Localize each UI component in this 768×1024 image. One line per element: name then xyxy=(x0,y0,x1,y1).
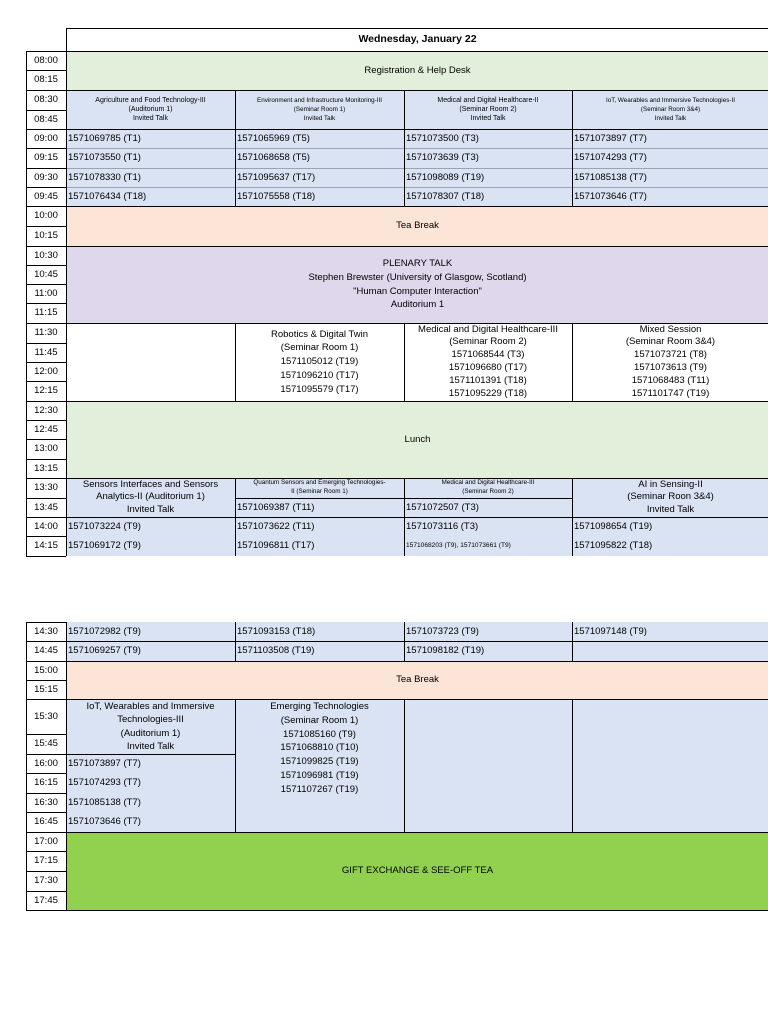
time-slot: 10:30 xyxy=(26,246,66,265)
grid-line xyxy=(26,478,768,479)
grid-line xyxy=(26,536,66,537)
session-header: Agriculture and Food Technology-III (Auditorium 1) Invited Talk xyxy=(66,90,235,129)
session-header: IoT, Wearables and Immersive Technologies-III (Auditorium 1) Invited Talk xyxy=(66,699,235,754)
paper-cell: 1571095637 (T17) xyxy=(235,168,404,187)
paper-cell: 1571076434 (T18) xyxy=(66,187,235,206)
grid-line xyxy=(404,478,405,556)
paper-cell: 1571078307 (T18) xyxy=(404,187,572,206)
paper-cell: 1571073500 (T3) xyxy=(404,129,572,148)
time-slot: 17:00 xyxy=(26,832,66,851)
grid-line xyxy=(26,661,768,662)
grid-line xyxy=(26,303,66,304)
session-block: Medical and Digital Healthcare-III (Seminar Room 2) 1571068544 (T3) 1571096680 (T17) 1571101391 (T18) 1571095229 (T18) xyxy=(404,323,572,401)
grid-line xyxy=(26,187,66,188)
time-slot: 11:30 xyxy=(26,323,66,343)
time-slot: 09:15 xyxy=(26,148,66,168)
grid-line xyxy=(26,734,66,735)
time-slot: 17:15 xyxy=(26,851,66,871)
grid-line xyxy=(26,51,768,52)
grid-line xyxy=(572,323,573,401)
time-slot: 09:30 xyxy=(26,168,66,187)
grid-line xyxy=(26,622,66,623)
paper-cell: 1571073897 (T7) xyxy=(572,129,768,148)
session-header: Medical and Digital Healthcare-III (Seminar Room 2) xyxy=(404,478,572,498)
tea-break: Tea Break xyxy=(66,206,768,246)
time-slot: 15:45 xyxy=(26,734,66,754)
time-slot: 08:15 xyxy=(26,70,66,90)
grid-line xyxy=(26,420,66,421)
paper-cell: 1571074293 (T7) xyxy=(66,773,235,793)
time-slot: 17:45 xyxy=(26,891,66,910)
paper-cell: 1571074293 (T7) xyxy=(572,148,768,168)
grid-line xyxy=(572,699,573,832)
grid-line xyxy=(26,70,66,71)
time-slot: 11:15 xyxy=(26,303,66,323)
paper-cell: 1571073723 (T9) xyxy=(404,622,572,641)
grid-line xyxy=(235,323,236,401)
grid-line xyxy=(26,891,66,892)
time-slot: 11:45 xyxy=(26,343,66,362)
paper-cell: 1571073116 (T3) xyxy=(404,517,572,536)
grid-line xyxy=(26,699,768,700)
grid-line xyxy=(26,680,66,681)
grid-line xyxy=(26,556,66,557)
session-header: AI in Sensing-II (Seminar Roon 3&4) Invited Talk xyxy=(572,478,768,517)
time-slot: 08:30 xyxy=(26,90,66,110)
paper-cell: 1571073622 (T11) xyxy=(235,517,404,536)
grid-line xyxy=(26,832,768,833)
time-slot: 10:15 xyxy=(26,226,66,246)
paper-cell: 1571069387 (T11) xyxy=(235,498,404,517)
time-slot: 11:00 xyxy=(26,284,66,303)
paper-cell: 1571073646 (T7) xyxy=(66,812,235,832)
grid-line xyxy=(26,381,66,382)
grid-line xyxy=(235,622,236,661)
time-slot: 14:45 xyxy=(26,641,66,661)
grid-line xyxy=(26,754,235,755)
grid-line xyxy=(26,362,66,363)
paper-cell: 1571095822 (T18) xyxy=(572,536,768,556)
grid-line xyxy=(66,622,67,910)
paper-cell: 1571085138 (T7) xyxy=(572,168,768,187)
grid-line xyxy=(26,812,66,813)
grid-line xyxy=(26,206,768,207)
grid-line xyxy=(235,90,236,206)
empty-cell xyxy=(404,699,572,832)
grid-line xyxy=(235,699,236,832)
grid-line xyxy=(572,622,573,661)
paper-cell: 1571098089 (T19) xyxy=(404,168,572,187)
paper-cell: 1571065969 (T5) xyxy=(235,129,404,148)
session-block: Mixed Session (Seminar Room 3&4) 1571073721 (T8) 1571073613 (T9) 1571068483 (T11) 1571101747 (T19) xyxy=(572,323,768,401)
grid-line xyxy=(26,90,768,91)
grid-line xyxy=(26,641,768,642)
paper-cell: 1571072507 (T3) xyxy=(404,498,572,517)
paper-cell: 1571073646 (T7) xyxy=(572,187,768,206)
time-slot: 15:15 xyxy=(26,680,66,699)
registration-block: Registration & Help Desk xyxy=(66,51,768,90)
paper-cell: 1571098182 (T19) xyxy=(404,641,572,661)
time-slot: 17:30 xyxy=(26,871,66,891)
grid-line xyxy=(26,51,27,556)
grid-line xyxy=(26,498,66,499)
grid-line xyxy=(26,168,66,169)
time-slot: 12:00 xyxy=(26,362,66,381)
paper-cell: 1571093153 (T18) xyxy=(235,622,404,641)
grid-line xyxy=(66,28,768,29)
tea-break: Tea Break xyxy=(66,661,768,699)
session-block: Emerging Technologies (Seminar Room 1) 1571085160 (T9) 1571068810 (T10) 1571099825 (T19) 1571096981 (T19) 1571107267 (T19) xyxy=(235,699,404,832)
grid-line xyxy=(404,699,405,832)
time-slot: 14:00 xyxy=(26,517,66,536)
grid-line xyxy=(404,622,405,661)
time-slot: 12:45 xyxy=(26,420,66,439)
paper-cell: 1571068203 (T9), 1571073661 (T9) xyxy=(404,536,572,556)
paper-cell: 1571069785 (T1) xyxy=(66,129,235,148)
row-divider xyxy=(66,168,768,169)
paper-cell: 1571098654 (T19) xyxy=(572,517,768,536)
session-header: Sensors Interfaces and Sensors Analytics-II (Auditorium 1) Invited Talk xyxy=(66,478,235,517)
paper-cell: 1571096811 (T17) xyxy=(235,536,404,556)
grid-line xyxy=(404,323,405,401)
time-slot: 09:00 xyxy=(26,129,66,148)
grid-line xyxy=(26,439,66,440)
lunch-block: Lunch xyxy=(66,401,768,478)
grid-line xyxy=(26,459,66,460)
page-title: Wednesday, January 22 xyxy=(358,32,477,45)
grid-line xyxy=(235,478,236,556)
grid-line xyxy=(26,148,66,149)
time-slot: 13:30 xyxy=(26,478,66,498)
time-slot: 14:30 xyxy=(26,622,66,641)
time-slot: 12:15 xyxy=(26,381,66,401)
paper-cell: 1571068658 (T5) xyxy=(235,148,404,168)
time-slot: 16:45 xyxy=(26,812,66,832)
paper-cell: 1571069257 (T9) xyxy=(66,641,235,661)
grid-line xyxy=(26,910,768,911)
grid-line xyxy=(26,110,66,111)
grid-line xyxy=(26,517,768,518)
grid-line xyxy=(66,28,67,556)
time-slot: 16:30 xyxy=(26,793,66,812)
gift-exchange-block: GIFT EXCHANGE & SEE-OFF TEA xyxy=(66,832,768,910)
row-divider xyxy=(66,187,768,188)
paper-cell: 1571085138 (T7) xyxy=(66,793,235,812)
time-slot: 15:00 xyxy=(26,661,66,680)
paper-cell xyxy=(572,641,768,661)
grid-line xyxy=(26,793,66,794)
empty-cell xyxy=(66,323,235,401)
grid-line xyxy=(26,851,66,852)
time-slot: 10:00 xyxy=(26,206,66,226)
grid-line xyxy=(404,90,405,206)
time-slot: 15:30 xyxy=(26,699,66,734)
session-header: Medical and Digital Healthcare-II (Seminar Room 2) Invited Talk xyxy=(404,90,572,129)
grid-line xyxy=(26,401,768,402)
time-slot: 16:00 xyxy=(26,754,66,773)
session-header: Environment and Infrastructure Monitoring-III (Seminar Room 1) Invited Talk xyxy=(235,90,404,129)
time-slot: 08:45 xyxy=(26,110,66,129)
grid-line xyxy=(26,265,66,266)
paper-cell: 1571069172 (T9) xyxy=(66,536,235,556)
session-block: Robotics & Digital Twin (Seminar Room 1) 1571105012 (T19) 1571096210 (T17) 1571095579 (T17) xyxy=(235,323,404,401)
time-slot: 10:45 xyxy=(26,265,66,284)
session-header: Quantum Sensors and Emerging Technologies- II (Seminar Room 1) xyxy=(235,478,404,498)
paper-cell: 1571103508 (T19) xyxy=(235,641,404,661)
row-divider xyxy=(66,148,768,149)
time-slot: 09:45 xyxy=(26,187,66,206)
grid-line xyxy=(26,773,66,774)
paper-cell: 1571075558 (T18) xyxy=(235,187,404,206)
paper-cell: 1571078330 (T1) xyxy=(66,168,235,187)
session-header: IoT, Wearables and Immersive Technologies-II (Seminar Room 3&4) Invited Talk xyxy=(572,90,768,129)
time-slot: 14:15 xyxy=(26,536,66,556)
grid-line xyxy=(572,478,573,556)
grid-line xyxy=(26,343,66,344)
grid-line xyxy=(26,284,66,285)
time-slot: 13:45 xyxy=(26,498,66,517)
paper-cell: 1571073639 (T3) xyxy=(404,148,572,168)
grid-line xyxy=(26,622,27,910)
grid-line xyxy=(26,226,66,227)
paper-cell: 1571073224 (T9) xyxy=(66,517,235,536)
empty-cell xyxy=(572,699,768,832)
grid-line xyxy=(26,871,66,872)
time-slot: 16:15 xyxy=(26,773,66,793)
time-slot: 12:30 xyxy=(26,401,66,420)
time-slot: 13:15 xyxy=(26,459,66,478)
grid-line xyxy=(26,323,768,324)
plenary-talk: PLENARY TALK Stephen Brewster (University of Glasgow, Scotland) "Human Computer Interaction" Auditorium 1 xyxy=(66,246,768,323)
grid-line xyxy=(26,246,768,247)
grid-line xyxy=(572,90,573,206)
grid-line xyxy=(26,129,768,130)
paper-cell: 1571097148 (T9) xyxy=(572,622,768,641)
time-slot: 08:00 xyxy=(26,51,66,70)
time-slot: 13:00 xyxy=(26,439,66,459)
paper-cell: 1571073550 (T1) xyxy=(66,148,235,168)
paper-cell: 1571072982 (T9) xyxy=(66,622,235,641)
paper-cell: 1571073897 (T7) xyxy=(66,754,235,773)
